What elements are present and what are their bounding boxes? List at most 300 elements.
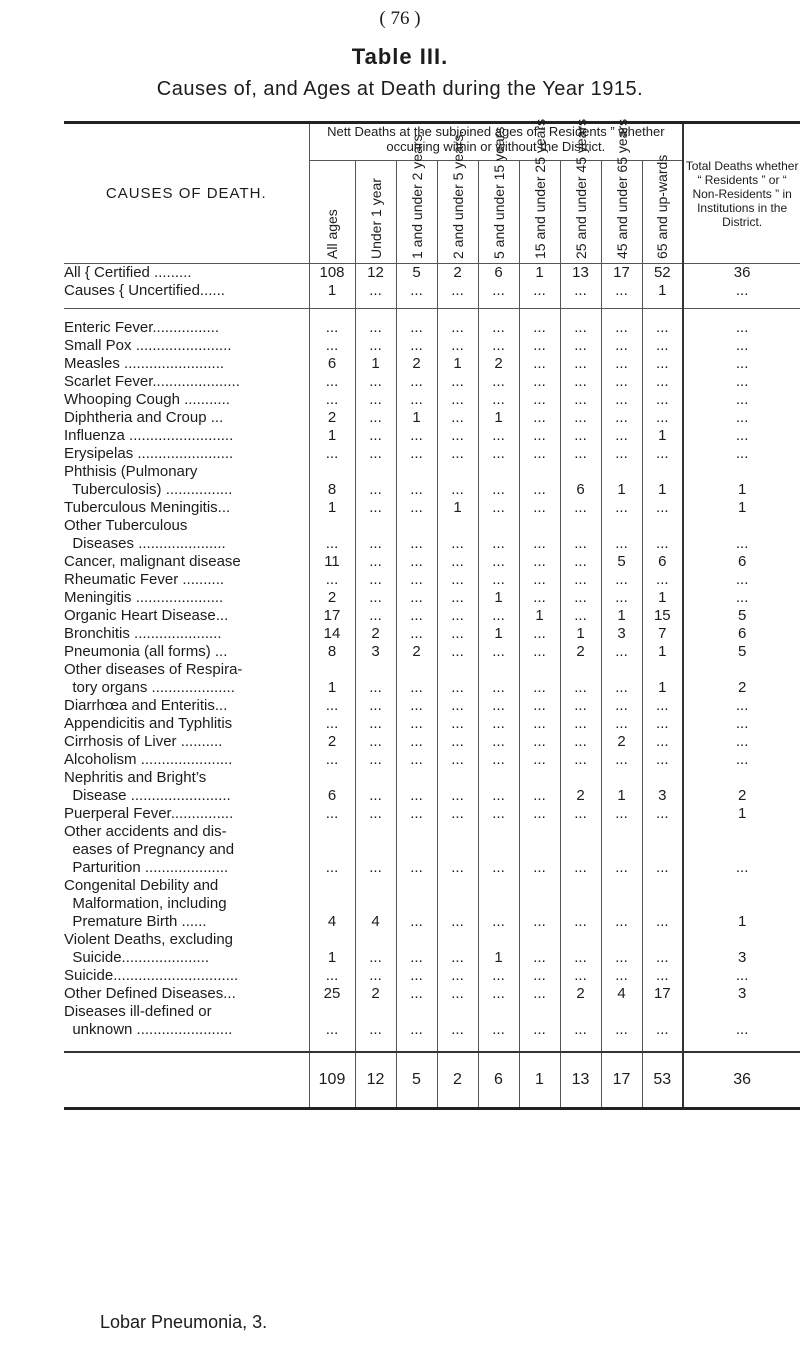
age-count-cell: 1	[478, 625, 519, 643]
age-count-cell: ...	[309, 697, 355, 715]
cause-cell	[64, 427, 309, 445]
total-deaths-cell: ...	[683, 319, 800, 337]
age-count-cell: 108	[309, 264, 355, 283]
age-count-cell: ...	[560, 967, 601, 985]
age-count-cell: ...	[519, 319, 560, 337]
age-count-cell: ...	[519, 823, 560, 877]
age-count-cell: ...	[519, 463, 560, 499]
cause-label-line: Tuberculous Meningitis...	[64, 499, 231, 516]
age-count-cell: ...	[519, 337, 560, 355]
age-count-cell: ...	[478, 697, 519, 715]
age-count-cell: 1	[642, 643, 683, 661]
age-count-cell: ...	[560, 733, 601, 751]
age-count-cell: 6	[309, 769, 355, 805]
age-count-cell: ...	[355, 427, 396, 445]
age-count-cell: ...	[601, 643, 642, 661]
totals-row	[64, 1052, 800, 1109]
age-column-header	[642, 154, 683, 264]
age-count-cell: ...	[478, 733, 519, 751]
age-count-cell: ...	[437, 823, 478, 877]
age-count-cell: ...	[601, 931, 642, 967]
age-count-cell: 1	[642, 589, 683, 607]
age-count-cell: ...	[642, 967, 683, 985]
page-number: ( 76 )	[379, 8, 421, 29]
age-count-cell: ...	[519, 517, 560, 553]
age-count-cell: ...	[560, 607, 601, 625]
causes-column-header: CAUSES OF DEATH.	[64, 123, 309, 264]
total-deaths-cell: ...	[683, 751, 800, 769]
age-count-cell: ...	[355, 337, 396, 355]
age-count-cell: ...	[396, 931, 437, 967]
age-count-cell: 4	[601, 985, 642, 1003]
cause-label-line: Rheumatic Fever ..........	[64, 571, 225, 588]
age-count-cell: 4	[355, 877, 396, 931]
cause-cell	[64, 661, 309, 697]
age-count-cell: ...	[560, 589, 601, 607]
age-count-cell: ...	[396, 391, 437, 409]
age-count-cell: ...	[478, 805, 519, 823]
age-column-header	[437, 130, 478, 264]
age-count-cell: ...	[478, 373, 519, 391]
cause-label-line: Bronchitis .....................	[64, 625, 222, 642]
age-column-label: 15 and under 25 years	[531, 118, 548, 259]
total-deaths-cell: ...	[683, 427, 800, 445]
age-count-cell: 25	[309, 985, 355, 1003]
age-count-cell: 5	[396, 264, 437, 283]
total-count-cell: 53	[642, 1052, 683, 1109]
cause-cell	[64, 319, 309, 337]
cause-label-line: Congenital Debility and	[64, 877, 219, 894]
age-count-cell: ...	[519, 445, 560, 463]
age-count-cell: ...	[478, 282, 519, 309]
age-count-cell: ...	[642, 823, 683, 877]
total-deaths-cell: 36	[683, 264, 800, 283]
spacer-cell	[437, 1039, 478, 1052]
age-count-cell: ...	[396, 373, 437, 391]
age-count-cell: 1	[396, 409, 437, 427]
age-count-cell: ...	[355, 715, 396, 733]
spacer-cell	[642, 309, 683, 320]
age-count-cell: ...	[519, 661, 560, 697]
cause-row	[64, 643, 800, 661]
cause-row	[64, 409, 800, 427]
age-count-cell: ...	[396, 697, 437, 715]
age-count-cell: ...	[519, 931, 560, 967]
age-count-cell: 17	[642, 985, 683, 1003]
cause-label-line: Diphtheria and Croup ...	[64, 409, 224, 426]
age-count-cell: 2	[396, 355, 437, 373]
age-count-cell: ...	[396, 715, 437, 733]
age-count-cell: ...	[355, 661, 396, 697]
cause-cell	[64, 571, 309, 589]
age-count-cell: ...	[478, 553, 519, 571]
age-count-cell: ...	[519, 643, 560, 661]
age-count-cell: ...	[560, 1003, 601, 1039]
summary-cause-cell	[64, 264, 309, 283]
age-count-cell: ...	[437, 733, 478, 751]
spacer-cell	[309, 309, 355, 320]
cause-label-line: Alcoholism ......................	[64, 751, 233, 768]
age-count-cell: 1	[478, 931, 519, 967]
age-count-cell: ...	[642, 571, 683, 589]
total-deaths-cell: ...	[683, 517, 800, 553]
age-count-cell: ...	[355, 282, 396, 309]
cause-row	[64, 355, 800, 373]
total-deaths-cell: ...	[683, 823, 800, 877]
cause-label-line: tory organs ....................	[64, 679, 235, 696]
age-count-cell: ...	[478, 607, 519, 625]
age-count-cell: ...	[519, 391, 560, 409]
cause-row	[64, 463, 800, 499]
age-count-cell: 2	[355, 985, 396, 1003]
age-count-cell: 1	[519, 264, 560, 283]
age-count-cell: ...	[437, 391, 478, 409]
age-count-cell: 1	[309, 427, 355, 445]
age-count-cell: 7	[642, 625, 683, 643]
cause-label-line: Parturition ....................	[64, 859, 229, 876]
cause-row	[64, 427, 800, 445]
age-count-cell: ...	[601, 751, 642, 769]
cause-row	[64, 571, 800, 589]
cause-row	[64, 715, 800, 733]
age-count-cell: 6	[309, 355, 355, 373]
age-count-cell: 1	[519, 607, 560, 625]
cause-label-line: Disease ........................	[64, 787, 231, 804]
spacer-cell	[355, 309, 396, 320]
cause-label-line: Suicide..............................	[64, 967, 239, 984]
cause-label-line: unknown .......................	[64, 1021, 233, 1038]
age-count-cell: 3	[355, 643, 396, 661]
total-deaths-cell: ...	[683, 571, 800, 589]
cause-row	[64, 625, 800, 643]
age-count-cell: ...	[396, 769, 437, 805]
age-count-cell: ...	[642, 733, 683, 751]
cause-row	[64, 319, 800, 337]
summary-row	[64, 264, 800, 283]
total-deaths-cell: 1	[683, 463, 800, 499]
age-column-header	[478, 126, 519, 264]
age-count-cell: ...	[560, 805, 601, 823]
age-count-cell: ...	[519, 282, 560, 309]
age-column-header	[309, 161, 355, 264]
cause-cell	[64, 553, 309, 571]
total-count-cell: 1	[519, 1052, 560, 1109]
total-deaths-cell: 5	[683, 607, 800, 625]
age-count-cell: ...	[519, 625, 560, 643]
spacer-row	[64, 309, 800, 320]
age-count-cell: ...	[601, 409, 642, 427]
age-count-cell: ...	[355, 409, 396, 427]
age-count-cell: ...	[642, 805, 683, 823]
age-count-cell: ...	[437, 427, 478, 445]
cause-cell	[64, 931, 309, 967]
cause-label-line: Malformation, including	[64, 895, 227, 912]
cause-row	[64, 391, 800, 409]
age-count-cell: 5	[601, 553, 642, 571]
age-count-cell: 14	[309, 625, 355, 643]
age-count-cell: ...	[437, 805, 478, 823]
age-count-cell: ...	[601, 373, 642, 391]
age-count-cell: ...	[560, 877, 601, 931]
age-column-header	[519, 118, 560, 264]
age-count-cell: 1	[355, 355, 396, 373]
cause-cell	[64, 967, 309, 985]
total-count-cell: 5	[396, 1052, 437, 1109]
age-count-cell: ...	[519, 877, 560, 931]
cause-cell	[64, 733, 309, 751]
age-count-cell: ...	[355, 733, 396, 751]
spacer-cell	[560, 309, 601, 320]
age-count-cell: ...	[601, 282, 642, 309]
cause-row	[64, 445, 800, 463]
total-deaths-cell: ...	[683, 409, 800, 427]
age-count-cell: ...	[519, 409, 560, 427]
spacer-cell	[519, 1039, 560, 1052]
age-count-cell: ...	[309, 823, 355, 877]
cause-label-line: Small Pox .......................	[64, 337, 232, 354]
age-count-cell: ...	[519, 589, 560, 607]
cause-cell	[64, 517, 309, 553]
cause-row	[64, 733, 800, 751]
age-count-cell: ...	[309, 319, 355, 337]
age-count-cell: 2	[309, 589, 355, 607]
age-count-cell: ...	[309, 571, 355, 589]
cause-row	[64, 607, 800, 625]
cause-row	[64, 517, 800, 553]
total-count-cell: 109	[309, 1052, 355, 1109]
age-count-cell: 1	[560, 625, 601, 643]
age-count-cell: ...	[396, 805, 437, 823]
age-count-cell: ...	[396, 553, 437, 571]
age-count-cell: ...	[519, 373, 560, 391]
age-count-cell: 13	[560, 264, 601, 283]
cause-cell	[64, 337, 309, 355]
age-count-cell: ...	[437, 643, 478, 661]
age-count-cell: ...	[355, 931, 396, 967]
age-count-cell: ...	[309, 337, 355, 355]
age-count-cell: ...	[560, 427, 601, 445]
age-count-cell: ...	[355, 607, 396, 625]
cause-cell	[64, 697, 309, 715]
cause-row	[64, 823, 800, 877]
age-count-cell: ...	[355, 769, 396, 805]
age-count-cell: ...	[396, 517, 437, 553]
age-count-cell: ...	[396, 463, 437, 499]
age-count-cell: ...	[642, 445, 683, 463]
age-count-cell: ...	[642, 1003, 683, 1039]
spacer-cell	[478, 1039, 519, 1052]
age-count-cell: 2	[601, 733, 642, 751]
age-count-cell: 12	[355, 264, 396, 283]
age-count-cell: ...	[437, 751, 478, 769]
age-count-cell: ...	[396, 823, 437, 877]
age-count-cell: ...	[396, 445, 437, 463]
age-count-cell: 2	[355, 625, 396, 643]
age-count-cell: ...	[478, 967, 519, 985]
cause-row	[64, 805, 800, 823]
age-count-cell: ...	[396, 877, 437, 931]
age-count-cell: ...	[478, 391, 519, 409]
cause-label-line: Scarlet Fever.....................	[64, 373, 240, 390]
age-count-cell: ...	[560, 391, 601, 409]
cause-label-line: Puerperal Fever...............	[64, 805, 234, 822]
age-count-cell: ...	[396, 282, 437, 309]
cause-label-line: Diarrhœa and Enteritis...	[64, 697, 228, 714]
age-count-cell: 1	[642, 282, 683, 309]
total-count-cell: 12	[355, 1052, 396, 1109]
spacer-cell	[683, 309, 800, 320]
age-count-cell: ...	[396, 427, 437, 445]
age-count-cell: ...	[355, 805, 396, 823]
age-count-cell: ...	[396, 967, 437, 985]
age-count-cell: ...	[601, 319, 642, 337]
age-count-cell: 2	[437, 264, 478, 283]
age-count-cell: ...	[478, 715, 519, 733]
cause-label-line: Tuberculosis) ................	[64, 481, 233, 498]
cause-row	[64, 589, 800, 607]
cause-label-line: Other Tuberculous	[64, 517, 188, 534]
age-count-cell: ...	[601, 445, 642, 463]
age-count-cell: ...	[478, 823, 519, 877]
cause-cell	[64, 463, 309, 499]
age-column-label: 5 and under 15 years	[490, 126, 507, 259]
cause-label-line: Other diseases of Respira-	[64, 661, 243, 678]
age-column-label: Under 1 year	[367, 178, 384, 259]
spacer-row	[64, 1039, 800, 1052]
age-count-cell: ...	[478, 463, 519, 499]
total-deaths-cell: ...	[683, 282, 800, 309]
cause-label-line: Cancer, malignant disease	[64, 553, 241, 570]
age-count-cell: ...	[396, 751, 437, 769]
total-deaths-cell: 6	[683, 625, 800, 643]
age-count-cell: 2	[478, 355, 519, 373]
cause-cell	[64, 805, 309, 823]
spacer-cell	[601, 309, 642, 320]
age-column-label: 2 and under 5 years.	[449, 130, 466, 259]
table-title: Table III.	[351, 44, 449, 69]
age-count-cell: ...	[355, 445, 396, 463]
age-count-cell: ...	[642, 337, 683, 355]
cause-row	[64, 985, 800, 1003]
age-count-cell: ...	[396, 661, 437, 697]
total-deaths-cell: ...	[683, 589, 800, 607]
spacer-cell	[642, 1039, 683, 1052]
age-count-cell: ...	[437, 931, 478, 967]
age-count-cell: ...	[478, 643, 519, 661]
cause-row	[64, 931, 800, 967]
age-count-cell: 11	[309, 553, 355, 571]
age-count-cell: ...	[560, 697, 601, 715]
cause-label-line: Appendicitis and Typhlitis	[64, 715, 233, 732]
total-count-cell: 13	[560, 1052, 601, 1109]
age-count-cell: ...	[560, 337, 601, 355]
spacer-cell	[64, 309, 309, 320]
cause-cell	[64, 625, 309, 643]
cause-cell	[64, 499, 309, 517]
age-count-cell: ...	[437, 463, 478, 499]
age-count-cell: ...	[355, 391, 396, 409]
age-count-cell: ...	[560, 517, 601, 553]
age-count-cell: ...	[642, 931, 683, 967]
age-count-cell: ...	[437, 553, 478, 571]
spacer-cell	[478, 309, 519, 320]
age-count-cell: ...	[396, 985, 437, 1003]
age-count-cell: 6	[560, 463, 601, 499]
total-deaths-cell: ...	[683, 697, 800, 715]
nett-deaths-header: Nett Deaths at the subjoined ages of “ Residents ” whether occurring within or without the District.	[309, 123, 683, 161]
total-deaths-header: Total Deaths whether “ Residents ” or “ Non-Residents ” in Institutions in the District.	[683, 123, 800, 264]
age-count-cell: 1	[478, 409, 519, 427]
spacer-cell	[396, 1039, 437, 1052]
age-count-cell: 3	[601, 625, 642, 643]
age-column-label: 25 and under 45 years	[572, 118, 589, 259]
age-count-cell: ...	[519, 805, 560, 823]
age-count-cell: ...	[437, 517, 478, 553]
cause-cell	[64, 589, 309, 607]
age-count-cell: ...	[355, 517, 396, 553]
cause-cell	[64, 751, 309, 769]
age-count-cell: ...	[355, 589, 396, 607]
age-column-label: All ages	[324, 209, 340, 259]
age-count-cell: ...	[309, 517, 355, 553]
totals-label-cell	[64, 1052, 309, 1109]
age-count-cell: ...	[478, 445, 519, 463]
cause-row	[64, 499, 800, 517]
age-count-cell: ...	[601, 499, 642, 517]
age-count-cell: ...	[519, 769, 560, 805]
age-count-cell: 2	[560, 769, 601, 805]
age-count-cell: ...	[560, 553, 601, 571]
age-count-cell: ...	[396, 319, 437, 337]
age-count-cell: ...	[478, 571, 519, 589]
age-count-cell: ...	[478, 985, 519, 1003]
age-count-cell: 1	[309, 499, 355, 517]
cause-label-line: Nephritis and Bright’s	[64, 769, 207, 786]
grand-total-cell: 36	[683, 1052, 800, 1109]
age-count-cell: 1	[642, 661, 683, 697]
total-deaths-cell: 1	[683, 499, 800, 517]
age-count-cell: ...	[560, 823, 601, 877]
age-count-cell: ...	[478, 517, 519, 553]
cause-row	[64, 337, 800, 355]
age-count-cell: 1	[309, 661, 355, 697]
age-count-cell: ...	[396, 607, 437, 625]
cause-label-line: Influenza .........................	[64, 427, 234, 444]
spacer-cell	[560, 1039, 601, 1052]
age-count-cell: ...	[478, 319, 519, 337]
age-count-cell: ...	[642, 751, 683, 769]
age-count-cell: ...	[601, 805, 642, 823]
cause-label-line: Measles ........................	[64, 355, 225, 372]
age-count-cell: ...	[437, 589, 478, 607]
cause-row	[64, 967, 800, 985]
age-count-cell: ...	[355, 319, 396, 337]
age-count-cell: 17	[309, 607, 355, 625]
age-count-cell: ...	[478, 769, 519, 805]
age-count-cell: ...	[519, 427, 560, 445]
age-count-cell: 2	[560, 985, 601, 1003]
total-deaths-cell: ...	[683, 355, 800, 373]
cause-label-line: Erysipelas .......................	[64, 445, 234, 462]
cause-row	[64, 877, 800, 931]
cause-row	[64, 373, 800, 391]
age-count-cell: ...	[519, 733, 560, 751]
age-count-cell: ...	[601, 661, 642, 697]
age-count-cell: ...	[601, 571, 642, 589]
age-count-cell: 52	[642, 264, 683, 283]
cause-cell	[64, 607, 309, 625]
age-count-cell: ...	[519, 697, 560, 715]
